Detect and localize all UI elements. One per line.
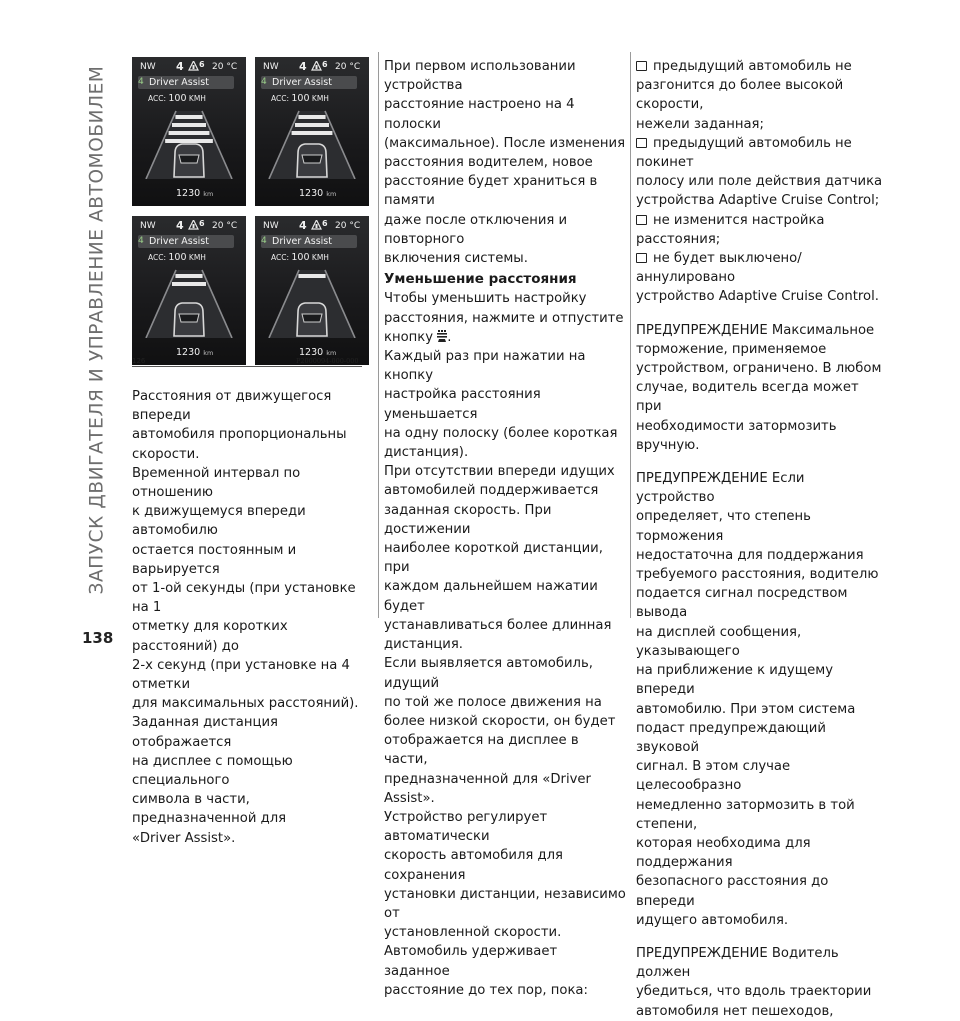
bullet-line	[636, 134, 886, 172]
odometer-unit: km	[326, 349, 337, 357]
text-line: от 1-ой секунды (при установке на 1	[132, 581, 356, 616]
warning-line: на приближение к идущему впереди	[636, 663, 834, 698]
text-line: (максимальное). После изменения	[384, 135, 626, 151]
warning-line: сигнал. В этом случае целесообразно	[636, 759, 791, 794]
screen-top-bar	[132, 218, 246, 234]
distance-bar	[172, 123, 206, 127]
bullet-text: полосу или поле действия датчика	[636, 174, 883, 190]
text-line: 2-х секунд (при установке на 4 отметки	[132, 657, 350, 693]
checkbox-bullet-icon	[636, 138, 647, 148]
bullet-line	[636, 172, 886, 191]
text-line: Автомобиль удерживает заданное	[384, 944, 558, 979]
car-top-view-icon	[174, 303, 204, 336]
lane-view	[132, 109, 246, 179]
dashboard-screen	[255, 216, 369, 365]
warning-3	[636, 944, 886, 1021]
odometer-unit: km	[203, 190, 214, 198]
text-line: расстояния водителем, новое	[384, 155, 593, 171]
compass-heading: NW	[140, 62, 156, 72]
gear-indicator: 4	[176, 60, 184, 73]
acc-label: ACC:	[148, 253, 166, 262]
distance-level: 4	[261, 77, 267, 87]
warning-line: ПРЕДУПРЕЖДЕНИЕ Максимальное	[636, 322, 875, 338]
bullet-text: не будет выключено/аннулировано	[636, 251, 802, 286]
text-line: При первом использовании устройства	[384, 59, 576, 94]
distance-bar	[165, 139, 213, 143]
text-line: отображается на дисплее в части,	[384, 733, 579, 768]
outside-temperature: 20 °C	[335, 62, 361, 72]
gear-sub: 6	[199, 60, 205, 69]
bullet-line	[636, 76, 886, 114]
distance-bar	[298, 115, 325, 119]
col3-bullets	[636, 57, 886, 307]
compass-heading: NW	[263, 62, 279, 72]
warning-line: автомобилю. При этом система	[636, 701, 856, 717]
text-line: каждом дальнейшем нажатии будет	[384, 579, 598, 614]
warning-line: устройством, ограничено. В любом	[636, 361, 882, 377]
checkbox-bullet-icon	[636, 215, 647, 225]
text-line: расстояние будет храниться в памяти	[384, 174, 598, 209]
dashboard-screen	[255, 57, 369, 206]
text-line: к движущемуся впереди автомобилю	[132, 504, 306, 539]
warning-line: определяет, что степень торможения	[636, 509, 811, 544]
acc-readout	[148, 93, 206, 104]
text-line: Заданная дистанция отображается	[132, 715, 278, 750]
bullet-line	[636, 57, 886, 76]
bullet-text: устройства Adaptive Cruise Control;	[636, 193, 880, 209]
text-line: по той же полосе движения на	[384, 694, 602, 710]
warning-line: случае, водитель всегда может при	[636, 380, 859, 415]
car-top-view-icon	[174, 144, 204, 177]
acc-readout	[271, 93, 329, 104]
text-line: Временной интервал по отношению	[132, 465, 301, 501]
screen-top-bar	[255, 59, 369, 75]
text-line: на одну полоску (более короткая	[384, 425, 618, 441]
col2-body-b	[384, 347, 626, 1000]
bullet-text: предыдущий автомобиль не	[653, 59, 852, 74]
warning-line: идущего автомобиля.	[636, 912, 789, 928]
distance-icon	[188, 61, 199, 71]
distance-bar	[292, 131, 333, 135]
warning-line: ПРЕДУПРЕЖДЕНИЕ Если устройство	[636, 471, 805, 506]
gear-indicator: 4	[176, 219, 184, 232]
driver-assist-title: Driver Assist	[149, 236, 209, 247]
distance-button-icon	[437, 330, 447, 343]
acc-readout	[148, 252, 206, 263]
text-line: заданная скорость. При достижении	[384, 502, 552, 537]
acc-speed: 100	[291, 252, 310, 263]
gear-indicator: 4	[299, 219, 307, 232]
car-top-view-icon	[297, 144, 327, 177]
compass-heading: NW	[140, 221, 156, 231]
odometer-unit: km	[203, 349, 214, 357]
bullet-text: разгонится до более высокой скорости,	[636, 78, 844, 113]
bullet-line	[636, 249, 886, 287]
odometer	[176, 347, 213, 358]
text-line: расстояния, нажмите и отпустите	[384, 310, 624, 326]
gear-sub: 6	[199, 219, 205, 228]
warning-2	[636, 469, 886, 930]
distance-bar	[298, 274, 325, 278]
bullet-line	[636, 115, 886, 134]
text-line: настройка расстояния уменьшается	[384, 387, 541, 422]
warning-line: которая необходима для поддержания	[636, 835, 811, 871]
text-line: на дисплее с помощью специального	[132, 753, 293, 789]
text-line: скорость автомобиля для сохранения	[384, 848, 563, 883]
text-line: устанавливаться более длинная	[384, 617, 612, 633]
warning-line: недостаточна для поддержания	[636, 547, 864, 563]
checkbox-bullet-icon	[636, 253, 647, 263]
warning-line: требуемого расстояния, водителю	[636, 567, 879, 583]
gear-sub: 6	[322, 219, 328, 228]
distance-bar	[169, 131, 210, 135]
text-line: для максимальных расстояний).	[132, 696, 359, 712]
lane-view	[255, 268, 369, 338]
text-line: расстояние до тех пор, пока:	[384, 982, 588, 998]
checkbox-bullet-icon	[636, 61, 647, 71]
warning-line: безопасного расстояния до впереди	[636, 874, 829, 909]
text-line: символа в части, предназначенной для	[132, 792, 287, 827]
gear-sub: 6	[322, 60, 328, 69]
screen-top-bar	[255, 218, 369, 234]
text-line: скорости.	[132, 446, 200, 462]
warning-line: подаст предупреждающий звуковой	[636, 720, 826, 755]
outside-temperature: 20 °C	[335, 221, 361, 231]
warning-line: необходимости затормозить вручную.	[636, 418, 837, 453]
section-heading: Уменьшение расстояния	[384, 271, 577, 288]
distance-level: 4	[138, 236, 144, 246]
bullet-text: нежели заданная;	[636, 116, 764, 132]
column-divider	[630, 52, 631, 618]
col1-text	[132, 387, 372, 848]
warning-line: автомобиля нет пешеходов,	[636, 1003, 834, 1019]
text-line: предназначенной для «Driver Assist».	[384, 771, 591, 806]
dashboard-screen	[132, 216, 246, 365]
bullet-line	[636, 191, 886, 210]
odometer-unit: km	[326, 190, 337, 198]
screen-top-bar	[132, 59, 246, 75]
figure-rule	[132, 366, 362, 367]
odometer-value: 1230	[176, 188, 201, 199]
distance-bar	[175, 115, 202, 119]
odometer-value: 1230	[299, 347, 324, 358]
text-line: автомобиля пропорциональны	[132, 427, 347, 443]
dashboard-screen	[132, 57, 246, 206]
text-line: установки дистанции, независимо от	[384, 886, 626, 921]
distance-icon	[311, 61, 322, 71]
driver-assist-title: Driver Assist	[272, 77, 332, 88]
car-top-view-icon	[297, 303, 327, 336]
acc-unit: KMH	[188, 94, 206, 103]
outside-temperature: 20 °C	[212, 221, 238, 231]
warning-line: на дисплей сообщения, указывающего	[636, 624, 802, 659]
column-middle	[384, 57, 626, 1000]
text-line: Если выявляется автомобиль, идущий	[384, 656, 593, 691]
text-line: автомобилей поддерживается	[384, 483, 599, 499]
column-divider	[378, 52, 379, 618]
column-right	[636, 57, 886, 1021]
acc-unit: KMH	[311, 94, 329, 103]
figure-code: P2000094-000-000	[296, 357, 359, 365]
text-line: дистанция.	[384, 637, 463, 653]
warning-line: ПРЕДУПРЕЖДЕНИЕ Водитель должен	[636, 945, 839, 981]
distance-bar	[175, 274, 202, 278]
button-line: кнопку .	[384, 329, 452, 345]
text-line: Расстояния от движущегося впереди	[132, 389, 332, 424]
column-left	[132, 387, 372, 848]
text-line: установленной скорости.	[384, 925, 562, 941]
acc-speed: 100	[168, 93, 187, 104]
lane-view	[132, 268, 246, 338]
text-line: более низкой скорости, он будет	[384, 713, 616, 729]
figure-number: 126	[132, 357, 146, 365]
text-line: расстояние настроено на 4 полоски	[384, 97, 575, 132]
odometer	[299, 188, 336, 199]
gear-indicator: 4	[299, 60, 307, 73]
acc-unit: KMH	[311, 253, 329, 262]
acc-label: ACC:	[271, 253, 289, 262]
bullet-text: устройство Adaptive Cruise Control.	[636, 289, 879, 305]
text-line: Каждый раз при нажатии на кнопку	[384, 349, 586, 384]
bullet-text: предыдущий автомобиль не покинет	[636, 135, 852, 171]
acc-speed: 100	[291, 93, 310, 104]
odometer	[176, 188, 213, 199]
text-line: Чтобы уменьшить настройку	[384, 291, 587, 307]
distance-bar	[295, 123, 329, 127]
side-chapter-title: ЗАПУСК ДВИГАТЕЛЯ И УПРАВЛЕНИЕ АВТОМОБИЛЕМ	[86, 65, 108, 595]
warning-line: немедленно затормозить в той степени,	[636, 797, 855, 832]
acc-unit: KMH	[188, 253, 206, 262]
driver-assist-title: Driver Assist	[149, 77, 209, 88]
warning-1	[636, 321, 886, 455]
text-line: включения системы.	[384, 251, 528, 267]
warning-line: торможение, применяемое	[636, 341, 827, 357]
col2-intro	[384, 57, 626, 268]
acc-speed: 100	[168, 252, 187, 263]
col2-body-a	[384, 289, 626, 327]
acc-readout	[271, 252, 329, 263]
page-number: 138	[82, 629, 114, 647]
distance-icon	[188, 220, 199, 230]
text-line: остается постоянным и варьируется	[132, 542, 297, 577]
bullet-text: не изменится настройка расстояния;	[636, 212, 825, 247]
outside-temperature: 20 °C	[212, 62, 238, 72]
acc-label: ACC:	[148, 94, 166, 103]
text-line: Устройство регулирует автоматически	[384, 809, 548, 845]
text-line: отметку для коротких расстояний) до	[132, 619, 288, 654]
distance-level: 4	[138, 77, 144, 87]
bullet-line	[636, 287, 886, 306]
distance-bar	[172, 282, 206, 286]
odometer-value: 1230	[176, 347, 201, 358]
distance-level: 4	[261, 236, 267, 246]
text-line: При отсутствии впереди идущих	[384, 464, 615, 480]
warning-line: убедиться, что вдоль траектории	[636, 984, 872, 1000]
distance-icon	[311, 220, 322, 230]
bullet-line	[636, 211, 886, 249]
warning-line: подается сигнал посредством вывода	[636, 586, 848, 621]
text-line: даже после отключения и повторного	[384, 212, 568, 247]
lane-view	[255, 109, 369, 179]
button-line-text: кнопку	[384, 329, 434, 345]
compass-heading: NW	[263, 221, 279, 231]
text-line: дистанция).	[384, 445, 469, 461]
acc-label: ACC:	[271, 94, 289, 103]
driver-assist-title: Driver Assist	[272, 236, 332, 247]
text-line: наиболее короткой дистанции, при	[384, 541, 603, 576]
text-line: «Driver Assist».	[132, 830, 236, 846]
odometer-value: 1230	[299, 188, 324, 199]
